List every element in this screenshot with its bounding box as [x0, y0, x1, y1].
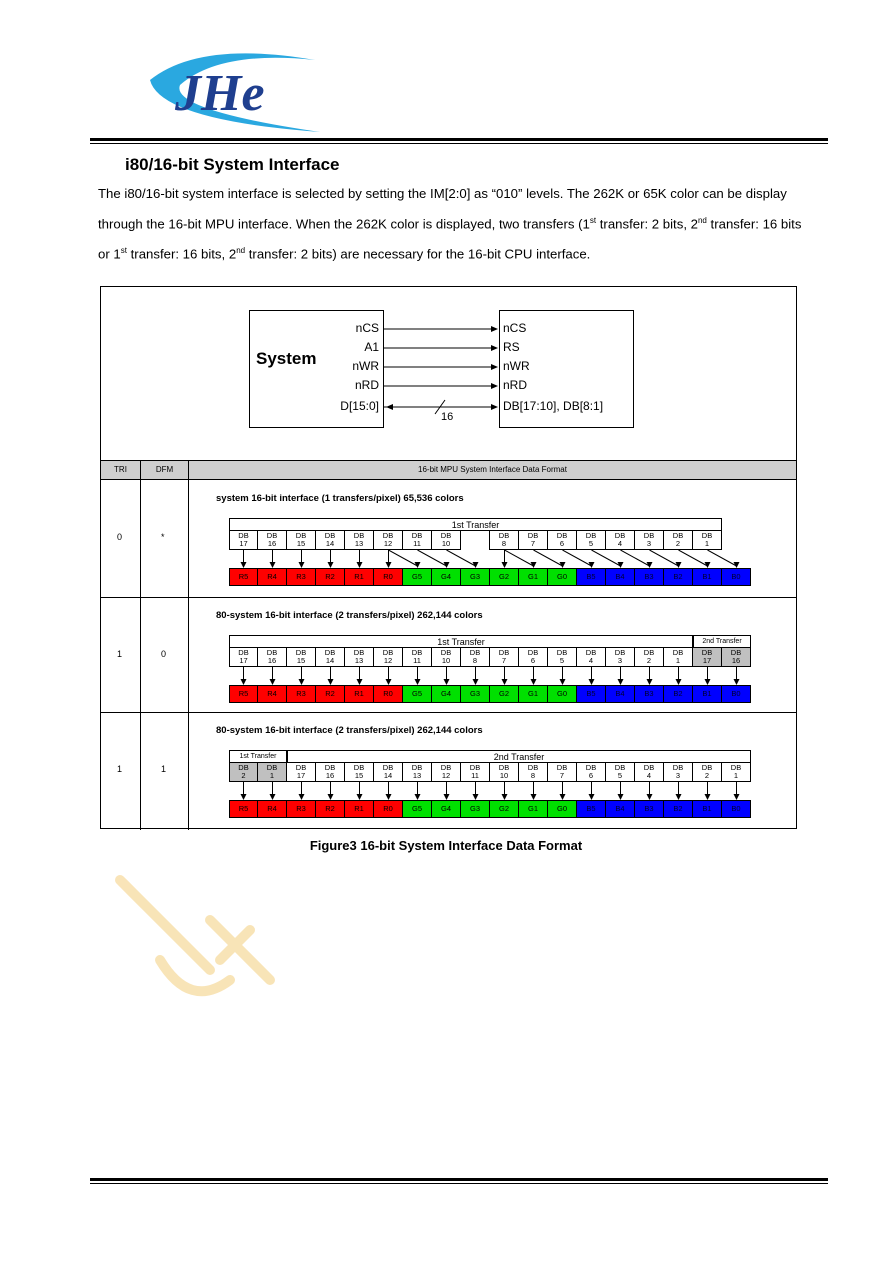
arrow-head — [241, 562, 247, 568]
db-cell: DB 7 — [490, 647, 519, 667]
pixel-bit: B5 — [577, 800, 606, 818]
arrow-head — [473, 679, 479, 685]
arrow-head — [386, 404, 393, 410]
arrow-head — [270, 679, 276, 685]
arrow-head — [444, 679, 450, 685]
mapping-arrow — [505, 550, 534, 566]
figure-caption: Figure3 16-bit System Interface Data Format — [309, 838, 583, 853]
transfer-label: 1st Transfer — [229, 518, 722, 531]
arrow-head — [647, 679, 653, 685]
pixel-bit: G4 — [432, 685, 461, 703]
arrow-head — [734, 679, 740, 685]
pixel-bit: G2 — [490, 800, 519, 818]
db-cell: DB 6 — [548, 530, 577, 550]
pixel-bit: B4 — [606, 568, 635, 586]
db-cell: DB 8 — [461, 647, 490, 667]
mapping-arrow — [447, 550, 476, 566]
db-cell: DB 10 — [432, 530, 461, 550]
footer-rule — [90, 1178, 828, 1181]
db-cell — [461, 530, 490, 550]
right-signal-label: DB[17:10], DB[8:1] — [503, 399, 604, 413]
arrow-head — [502, 562, 508, 568]
db-cell: DB 4 — [606, 530, 635, 550]
arrow-head — [491, 345, 498, 351]
db-cell: DB 3 — [635, 530, 664, 550]
left-signal-label: D[15:0] — [340, 399, 379, 413]
db-cell: DB 14 — [316, 647, 345, 667]
pixel-bit: R0 — [374, 800, 403, 818]
tri-value: 1 — [117, 764, 123, 774]
pixel-bit: R2 — [316, 685, 345, 703]
pixel-bit: R2 — [316, 800, 345, 818]
arrow-head — [618, 794, 624, 800]
pixel-bit: B0 — [722, 800, 751, 818]
pixel-bit: G0 — [548, 800, 577, 818]
pixel-bit: B3 — [635, 685, 664, 703]
header-format: 16-bit MPU System Interface Data Format — [418, 465, 567, 474]
arrow-head — [676, 679, 682, 685]
db-cell: DB 8 — [519, 762, 548, 782]
db-cell: DB 1 — [258, 762, 287, 782]
pixel-bit: B4 — [606, 800, 635, 818]
arrow-head — [705, 794, 711, 800]
mapping-arrows — [101, 667, 796, 697]
db-cell: DB 1 — [664, 647, 693, 667]
arrow-head — [357, 562, 363, 568]
dfm-value: 0 — [161, 649, 167, 659]
col-divider — [188, 480, 189, 830]
header-rule-thin — [90, 143, 828, 144]
pixel-bit: R3 — [287, 800, 316, 818]
db-cell: DB 10 — [432, 647, 461, 667]
db-cell: DB 12 — [374, 530, 403, 550]
db-cell: DB 11 — [461, 762, 490, 782]
arrow-head — [386, 794, 392, 800]
arrow-head — [473, 794, 479, 800]
db-cell: DB 3 — [606, 647, 635, 667]
arrow-head — [589, 679, 595, 685]
pixel-bit: G1 — [519, 568, 548, 586]
db-cell: DB 7 — [519, 530, 548, 550]
db-cell: DB 15 — [345, 762, 374, 782]
mapping-arrow — [563, 550, 592, 566]
pixel-bit: B4 — [606, 685, 635, 703]
arrow-head — [386, 562, 392, 568]
arrow-head — [589, 794, 595, 800]
footer-rule-thin — [90, 1183, 828, 1184]
pixel-bit: B3 — [635, 568, 664, 586]
db-cell: DB 17 — [693, 647, 722, 667]
mapping-arrow — [418, 550, 447, 566]
arrow-head — [491, 404, 498, 410]
arrow-head — [328, 794, 334, 800]
db-cell: DB 14 — [374, 762, 403, 782]
db-cell: DB 13 — [345, 647, 374, 667]
tri-value: 0 — [117, 532, 123, 542]
db-cell: DB 15 — [287, 647, 316, 667]
pixel-bit: R4 — [258, 800, 287, 818]
arrow-head — [270, 562, 276, 568]
db-cell: DB 13 — [345, 530, 374, 550]
right-signal-label: nCS — [503, 321, 527, 335]
mapping-arrow — [534, 550, 563, 566]
pixel-bit: B2 — [664, 685, 693, 703]
db-cell: DB 10 — [490, 762, 519, 782]
pixel-bit: G0 — [548, 568, 577, 586]
left-signal-label: nWR — [352, 359, 379, 373]
transfer-label: 1st Transfer — [229, 750, 287, 763]
db-cell: DB 6 — [519, 647, 548, 667]
pixel-bit: B0 — [722, 685, 751, 703]
pixel-bit: G1 — [519, 685, 548, 703]
table-header — [101, 460, 796, 480]
arrow-head — [357, 794, 363, 800]
db-cell: DB 12 — [432, 762, 461, 782]
db-cell: DB 14 — [316, 530, 345, 550]
db-cell: DB 1 — [693, 530, 722, 550]
db-cell: DB 15 — [287, 530, 316, 550]
header-tri: TRI — [101, 461, 141, 479]
format-title: system 16-bit interface (1 transfers/pixel) 65,536 colors — [216, 493, 464, 504]
right-signal-label: nRD — [503, 378, 528, 392]
pixel-bit: B3 — [635, 800, 664, 818]
signal-lines — [101, 287, 796, 457]
pixel-bit: B5 — [577, 685, 606, 703]
arrow-head — [444, 794, 450, 800]
db-cell: DB 12 — [374, 647, 403, 667]
pixel-bit: G5 — [403, 800, 432, 818]
mapping-arrows — [101, 550, 796, 580]
arrow-head — [386, 679, 392, 685]
arrow-head — [647, 794, 653, 800]
dfm-value: * — [161, 532, 165, 542]
pixel-bit: R3 — [287, 685, 316, 703]
pixel-bit: R2 — [316, 568, 345, 586]
arrow-head — [734, 794, 740, 800]
arrow-head — [618, 679, 624, 685]
pixel-bit: B5 — [577, 568, 606, 586]
pixel-bit: R4 — [258, 685, 287, 703]
db-cell: DB 3 — [664, 762, 693, 782]
header-rule — [90, 138, 828, 141]
db-cell: DB 4 — [635, 762, 664, 782]
right-signal-label: RS — [503, 340, 520, 354]
left-signal-label: nCS — [355, 321, 379, 335]
pixel-bit: B2 — [664, 568, 693, 586]
db-cell: DB 17 — [287, 762, 316, 782]
left-signal-label: A1 — [364, 340, 379, 354]
pixel-bit: B0 — [722, 568, 751, 586]
arrow-head — [270, 794, 276, 800]
arrow-head — [328, 562, 334, 568]
tri-value: 1 — [117, 649, 123, 659]
pixel-bit: G4 — [432, 568, 461, 586]
arrow-head — [241, 794, 247, 800]
pixel-bit: R0 — [374, 685, 403, 703]
dfm-value: 1 — [161, 764, 167, 774]
mapping-arrow — [650, 550, 679, 566]
pixel-bit: G4 — [432, 800, 461, 818]
arrow-head — [531, 679, 537, 685]
db-cell: DB 7 — [548, 762, 577, 782]
db-cell: DB 1 — [722, 762, 751, 782]
transfer-label: 2nd Transfer — [693, 635, 751, 648]
db-cell: DB 6 — [577, 762, 606, 782]
pixel-bit: B1 — [693, 800, 722, 818]
jhe-logo — [140, 40, 340, 135]
db-cell: DB 16 — [316, 762, 345, 782]
db-cell: DB 17 — [229, 530, 258, 550]
mapping-arrow — [621, 550, 650, 566]
arrow-head — [560, 794, 566, 800]
svg-text:JHe: JHe — [175, 65, 265, 122]
row-divider — [101, 597, 796, 598]
format-title: 80-system 16-bit interface (2 transfers/pixel) 262,144 colors — [216, 610, 483, 621]
pixel-bit: R3 — [287, 568, 316, 586]
arrow-head — [299, 562, 305, 568]
pixel-bit: R1 — [345, 685, 374, 703]
arrow-head — [299, 794, 305, 800]
transfer-label: 1st Transfer — [229, 635, 693, 648]
jhe-watermark — [100, 860, 280, 1010]
pixel-bit: G2 — [490, 685, 519, 703]
arrow-head — [415, 679, 421, 685]
arrow-head — [560, 679, 566, 685]
db-cell: DB 5 — [548, 647, 577, 667]
arrow-head — [491, 364, 498, 370]
db-cell: DB 2 — [693, 762, 722, 782]
col-divider — [140, 480, 141, 830]
db-cell: DB 11 — [403, 647, 432, 667]
arrow-head — [502, 794, 508, 800]
pixel-bit: R1 — [345, 568, 374, 586]
db-cell: DB 5 — [577, 530, 606, 550]
pixel-bit: B1 — [693, 568, 722, 586]
db-cell: DB 2 — [664, 530, 693, 550]
pixel-bit: B1 — [693, 685, 722, 703]
arrow-head — [299, 679, 305, 685]
arrow-head — [491, 326, 498, 332]
left-signal-label: nRD — [354, 378, 379, 392]
arrow-head — [491, 383, 498, 389]
row-divider — [101, 712, 796, 713]
pixel-bit: R0 — [374, 568, 403, 586]
mapping-arrow — [592, 550, 621, 566]
pixel-bit: R5 — [229, 568, 258, 586]
pixel-bit: G5 — [403, 685, 432, 703]
intro-paragraph: The i80/16-bit system interface is selected by setting the IM[2:0] as “010” levels. The 262K or 65K color can be display through the 16-bit MPU interface. When the 262K color is displayed, two transfers (1st transfer: 2 bits, 2nd transfer: 16 bits or 1st transfer: 16 bits, 2nd transfer: 2 bits) are necessary for the 16-bit CPU interface. — [98, 186, 802, 262]
arrow-head — [502, 679, 508, 685]
format-title: 80-system 16-bit interface (2 transfers/pixel) 262,144 colors — [216, 725, 483, 736]
arrow-head — [531, 794, 537, 800]
pixel-bit: R4 — [258, 568, 287, 586]
db-cell: DB 5 — [606, 762, 635, 782]
arrow-head — [241, 679, 247, 685]
db-cell: DB 16 — [722, 647, 751, 667]
pixel-bit: G5 — [403, 568, 432, 586]
db-cell: DB 11 — [403, 530, 432, 550]
arrow-head — [676, 794, 682, 800]
system-label: System — [256, 349, 317, 368]
pixel-bit: G3 — [461, 568, 490, 586]
section-title: i80/16-bit System Interface — [125, 155, 340, 174]
arrow-head — [415, 794, 421, 800]
db-cell: DB 16 — [258, 530, 287, 550]
pixel-bit: R5 — [229, 685, 258, 703]
pixel-bit: G2 — [490, 568, 519, 586]
db-cell: DB 13 — [403, 762, 432, 782]
header-dfm: DFM — [141, 461, 189, 479]
pixel-bit: R1 — [345, 800, 374, 818]
db-cell: DB 8 — [490, 530, 519, 550]
arrow-head — [357, 679, 363, 685]
pixel-bit: G3 — [461, 685, 490, 703]
bus-width-label: 16 — [441, 411, 454, 423]
mapping-arrows — [101, 782, 796, 812]
mapping-arrow — [389, 550, 418, 566]
mapping-arrow — [679, 550, 708, 566]
db-cell: DB 17 — [229, 647, 258, 667]
pixel-bit: B2 — [664, 800, 693, 818]
pixel-bit: R5 — [229, 800, 258, 818]
db-cell: DB 2 — [635, 647, 664, 667]
db-cell: DB 4 — [577, 647, 606, 667]
mapping-arrow — [708, 550, 737, 566]
db-cell: DB 16 — [258, 647, 287, 667]
transfer-label: 2nd Transfer — [287, 750, 751, 763]
pixel-bit: G0 — [548, 685, 577, 703]
figure-frame — [100, 286, 797, 829]
pixel-bit: G3 — [461, 800, 490, 818]
db-cell: DB 2 — [229, 762, 258, 782]
arrow-head — [705, 679, 711, 685]
right-signal-label: nWR — [503, 359, 530, 373]
arrow-head — [328, 679, 334, 685]
pixel-bit: G1 — [519, 800, 548, 818]
